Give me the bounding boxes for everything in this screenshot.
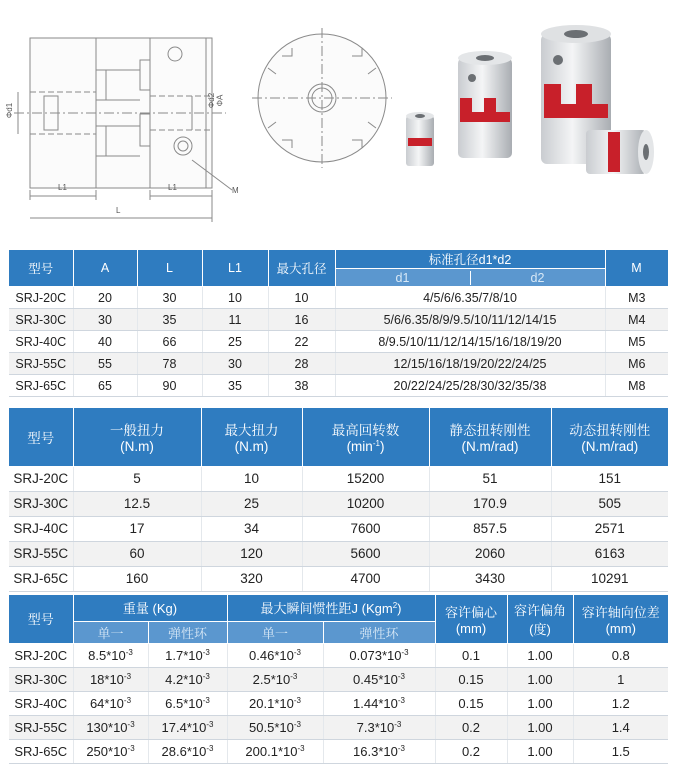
ecc-cell-value: 0.2: [461, 743, 481, 759]
weight-single-cell-value: 8.5*10: [88, 647, 126, 663]
col-l-header: L: [137, 250, 202, 287]
l1-cell: 35: [202, 375, 268, 397]
max-torque-cell: 320: [201, 566, 302, 591]
l-cell: 66: [137, 331, 202, 353]
inertia-single-cell-exponent: -3: [293, 719, 301, 729]
model-cell: [9, 643, 73, 667]
inertia-single-cell-value: 2.5*10: [252, 671, 291, 687]
axial-cell-value: 1: [617, 671, 625, 687]
weight-ring-cell-exponent: -3: [202, 695, 210, 705]
inertia-single-cell: [227, 691, 323, 715]
inertia-single-cell: [227, 643, 323, 667]
weight-ring-cell-exponent: -3: [206, 743, 214, 753]
weight-ring-cell-value: 28.6*10: [161, 743, 207, 759]
a-cell: 55: [73, 353, 137, 375]
inertia-ring-cell-value: 0.073*10: [349, 647, 402, 663]
col-d2-subheader: d2: [530, 270, 545, 285]
ecc-cell-value: 0.15: [458, 695, 484, 711]
inertia-header-label: 最大瞬间惯性距J (Kgm: [260, 601, 393, 617]
dynamic-header-label: 动态扭转刚性: [569, 423, 651, 439]
table-row: [9, 715, 668, 739]
inertia-ring-cell: [323, 715, 435, 739]
bores-cell: 12/15/16/18/19/20/22/24/25: [335, 353, 605, 375]
m-cell: M6: [605, 353, 668, 375]
weight-single-cell-exponent: -3: [123, 671, 132, 681]
dim-l1-left-label: L1: [58, 183, 67, 192]
table-row: [9, 643, 668, 667]
axial-header-unit: (mm): [605, 620, 636, 636]
ecc-cell: [435, 691, 507, 715]
inertia-table: [9, 595, 668, 764]
axial-cell: [573, 739, 668, 763]
model-cell-value: SRJ-40C: [14, 695, 68, 711]
col-angle-header: [507, 595, 573, 643]
table-row: [9, 287, 668, 309]
table-row: [9, 739, 668, 763]
max-bore-cell: 28: [268, 353, 335, 375]
table-row: [9, 667, 668, 691]
weight-single-cell: [73, 691, 148, 715]
col-static-header: [429, 408, 551, 466]
axial-cell: [573, 691, 668, 715]
weight-ring-cell: [148, 739, 227, 763]
axial-cell-value: 1.2: [611, 695, 630, 711]
axial-cell-value: 1.4: [611, 719, 630, 735]
model-cell: [9, 691, 73, 715]
inertia-single-cell-value: 0.46*10: [249, 647, 294, 663]
inertia-header-close: ): [397, 601, 402, 617]
model-cell: SRJ-55C: [9, 353, 73, 375]
dynamic-cell: 151: [551, 466, 668, 491]
inertia-ring-cell-value: 0.45*10: [353, 671, 398, 687]
model-cell-value: SRJ-30C: [14, 671, 68, 687]
weight-single-cell-exponent: -3: [125, 647, 133, 657]
model-cell-value: SRJ-65C: [14, 743, 68, 759]
weight-single-cell: [73, 643, 148, 667]
torque-header-unit: (N.m): [120, 439, 154, 455]
angle-header-unit: (度): [529, 621, 551, 637]
model-cell: SRJ-40C: [9, 516, 73, 541]
col-dynamic-header: [551, 408, 668, 466]
model-cell-value: SRJ-20C: [14, 647, 68, 663]
dim-a-label: ΦA: [215, 94, 225, 107]
angle-cell: [507, 667, 573, 691]
max-torque-cell: 25: [201, 491, 302, 516]
ecc-cell-value: 0.2: [461, 719, 481, 735]
l1-cell: 30: [202, 353, 268, 375]
col-max-bore-header: 最大孔径: [268, 250, 335, 287]
dynamic-cell: 10291: [551, 566, 668, 591]
table-row: [9, 516, 668, 541]
weight-single-cell-exponent: -3: [127, 719, 135, 729]
weight-ring-cell-exponent: -3: [206, 719, 214, 729]
col-inertia-header: [227, 595, 435, 621]
inertia-ring-cell: [323, 691, 435, 715]
side-view-drawing: [0, 0, 245, 240]
speed-unit-main: (min: [346, 439, 373, 455]
axial-cell: [573, 715, 668, 739]
l-cell: 35: [137, 309, 202, 331]
bores-cell: 8/9.5/10/11/12/14/15/16/18/19/20: [335, 331, 605, 353]
torque-header-label: 一般扭力: [110, 423, 164, 439]
speed-unit-exponent: -1: [372, 439, 380, 449]
dynamic-cell: 2571: [551, 516, 668, 541]
col-ecc-header: [435, 595, 507, 643]
col-torque-header: [73, 408, 201, 466]
l-cell: 30: [137, 287, 202, 309]
weight-ring-cell-value: 1.7*10: [165, 647, 203, 663]
model-cell-value: SRJ-55C: [14, 719, 68, 735]
inertia-single-cell-exponent: -3: [290, 671, 298, 681]
dynamic-header-unit: (N.m/rad): [581, 439, 639, 455]
weight-ring-subheader: 弹性环: [148, 621, 227, 643]
inertia-ring-cell-value: 1.44*10: [353, 695, 398, 711]
col-m-header: M: [605, 250, 668, 287]
model-cell: SRJ-20C: [9, 287, 73, 309]
model-cell: SRJ-20C: [9, 466, 73, 491]
max-bore-cell: 10: [268, 287, 335, 309]
table-row: [9, 331, 668, 353]
bores-cell: 4/5/6/6.35/7/8/10: [335, 287, 605, 309]
table-row: [9, 566, 668, 591]
weight-ring-cell-value: 4.2*10: [165, 671, 203, 687]
inertia-ring-cell-exponent: -3: [397, 695, 405, 705]
inertia-header-exponent: 2: [392, 601, 398, 611]
weight-ring-cell: [148, 667, 227, 691]
angle-cell-value: 1.00: [527, 695, 553, 711]
a-cell: 65: [73, 375, 137, 397]
inertia-single-cell: [227, 667, 323, 691]
angle-cell: [507, 715, 573, 739]
inertia-ring-cell-exponent: -3: [401, 647, 409, 657]
model-cell: SRJ-30C: [9, 491, 73, 516]
model-cell: [9, 667, 73, 691]
ecc-cell: [435, 667, 507, 691]
static-cell: 51: [429, 466, 551, 491]
inertia-ring-cell-exponent: -3: [397, 743, 405, 753]
table-row: [9, 541, 668, 566]
inertia-single-cell: [227, 715, 323, 739]
l1-cell: 25: [202, 331, 268, 353]
bores-cell: 20/22/24/25/28/30/32/35/38: [335, 375, 605, 397]
col-model-header: 型号: [9, 250, 73, 287]
table-row: [9, 375, 668, 397]
weight-single-cell-value: 18*10: [89, 671, 124, 687]
speed-header-label: 最高回转数: [331, 423, 400, 439]
col-d1-subheader: d1: [336, 271, 471, 285]
torque-cell: 60: [73, 541, 201, 566]
angle-cell-value: 1.00: [527, 671, 553, 687]
max-torque-header-label: 最大扭力: [224, 423, 279, 439]
ecc-header-label: 容许偏心: [444, 604, 497, 620]
table-row: [9, 309, 668, 331]
model-cell: SRJ-65C: [9, 375, 73, 397]
inertia-ring-cell-exponent: -3: [397, 671, 405, 681]
ecc-cell: [435, 739, 507, 763]
inertia-ring-cell-exponent: -3: [394, 719, 402, 729]
model-cell: [9, 715, 73, 739]
inertia-ring-cell-value: 16.3*10: [353, 743, 398, 759]
angle-cell-value: 1.00: [527, 719, 553, 735]
table-row: [9, 466, 668, 491]
model-cell: SRJ-65C: [9, 566, 73, 591]
l-cell: 78: [137, 353, 202, 375]
inertia-single-subheader: 单一: [227, 621, 323, 643]
dynamic-cell: 6163: [551, 541, 668, 566]
angle-cell-value: 1.00: [527, 647, 553, 663]
angle-cell: [507, 691, 573, 715]
weight-ring-cell: [148, 691, 227, 715]
axial-header-label: 容许轴向位差: [581, 604, 660, 620]
a-cell: 20: [73, 287, 137, 309]
ecc-cell: [435, 643, 507, 667]
inertia-ring-cell: [323, 739, 435, 763]
ecc-cell-value: 0.1: [461, 647, 481, 663]
speed-cell: 5600: [302, 541, 429, 566]
table-row: [9, 353, 668, 375]
weight-single-cell: [73, 739, 148, 763]
col-bore-group-header: 标准孔径d1*d2: [335, 250, 605, 269]
inertia-single-cell-exponent: -3: [293, 647, 301, 657]
product-photo: [396, 20, 671, 190]
weight-single-cell-value: 64*10: [89, 695, 124, 711]
max-bore-cell: 22: [268, 331, 335, 353]
speed-cell: 10200: [302, 491, 429, 516]
torque-cell: 12.5: [73, 491, 201, 516]
max-bore-cell: 38: [268, 375, 335, 397]
max-torque-cell: 34: [201, 516, 302, 541]
angle-header-label: 容许偏角: [513, 602, 566, 618]
weight-ring-cell-exponent: -3: [202, 671, 210, 681]
torque-cell: 5: [73, 466, 201, 491]
inertia-ring-subheader: 弹性环: [323, 621, 435, 643]
m-cell: M5: [605, 331, 668, 353]
weight-single-cell-exponent: -3: [123, 695, 132, 705]
inertia-ring-cell-value: 7.3*10: [356, 719, 395, 735]
static-header-label: 静态扭转刚性: [449, 423, 531, 439]
axial-cell-value: 0.8: [611, 647, 630, 663]
inertia-single-cell-exponent: -3: [297, 743, 305, 753]
dim-d1-label: Φd1: [5, 102, 15, 119]
model-cell: SRJ-55C: [9, 541, 73, 566]
dynamic-cell: 505: [551, 491, 668, 516]
col-model-header: 型号: [9, 408, 73, 466]
inertia-single-cell-exponent: -3: [293, 695, 301, 705]
l-cell: 90: [137, 375, 202, 397]
inertia-single-cell-value: 200.1*10: [245, 743, 298, 759]
front-view-drawing: [252, 28, 392, 168]
table-row: [9, 491, 668, 516]
static-cell: 2060: [429, 541, 551, 566]
a-cell: 40: [73, 331, 137, 353]
torque-cell: 17: [73, 516, 201, 541]
weight-single-subheader: 单一: [73, 621, 148, 643]
inertia-single-cell-value: 50.5*10: [249, 719, 294, 735]
speed-cell: 4700: [302, 566, 429, 591]
inertia-single-cell: [227, 739, 323, 763]
dim-m-label: M: [232, 186, 239, 195]
col-l1-header: L1: [202, 250, 268, 287]
m-cell: M8: [605, 375, 668, 397]
col-speed-header: [302, 408, 429, 466]
angle-cell-value: 1.00: [527, 743, 553, 759]
speed-header-unit: [303, 439, 429, 454]
col-max-torque-header: [201, 408, 302, 466]
speed-unit-close: ): [379, 439, 385, 455]
max-torque-header-unit: (N.m): [234, 439, 269, 455]
m-cell: M4: [605, 309, 668, 331]
dimensions-table: [9, 250, 669, 397]
model-cell: SRJ-30C: [9, 309, 73, 331]
static-header-unit: (N.m/rad): [461, 439, 519, 455]
dim-d2-label: Φd2: [207, 92, 217, 109]
max-bore-cell: 16: [268, 309, 335, 331]
inertia-ring-cell: [323, 643, 435, 667]
drawings-area: [0, 0, 676, 250]
weight-ring-cell-value: 6.5*10: [165, 695, 203, 711]
l1-cell: 11: [202, 309, 268, 331]
ecc-cell: [435, 715, 507, 739]
weight-ring-cell-value: 17.4*10: [161, 719, 207, 735]
weight-single-cell-value: 250*10: [86, 743, 128, 759]
col-weight-header: 重量 (Kg): [73, 595, 227, 621]
max-torque-cell: 10: [201, 466, 302, 491]
col-axial-header: [573, 595, 668, 643]
inertia-single-cell-value: 20.1*10: [249, 695, 294, 711]
torque-cell: 160: [73, 566, 201, 591]
static-cell: 857.5: [429, 516, 551, 541]
angle-cell: [507, 739, 573, 763]
model-cell: SRJ-40C: [9, 331, 73, 353]
weight-ring-cell-exponent: -3: [202, 647, 210, 657]
weight-ring-cell: [148, 643, 227, 667]
col-model-header: 型号: [9, 595, 73, 643]
col-a-header: A: [73, 250, 137, 287]
axial-cell: [573, 667, 668, 691]
axial-cell: [573, 643, 668, 667]
ecc-cell-value: 0.15: [458, 671, 484, 687]
bores-cell: 5/6/6.35/8/9/9.5/10/11/12/14/15: [335, 309, 605, 331]
a-cell: 30: [73, 309, 137, 331]
dim-l-label: L: [116, 206, 121, 215]
inertia-ring-cell: [323, 667, 435, 691]
torque-table: [9, 408, 668, 592]
m-cell: M3: [605, 287, 668, 309]
weight-single-cell-exponent: -3: [127, 743, 135, 753]
table-row: [9, 691, 668, 715]
dim-l1-right-label: L1: [168, 183, 177, 192]
static-cell: 3430: [429, 566, 551, 591]
max-torque-cell: 120: [201, 541, 302, 566]
ecc-header-unit: (mm): [455, 620, 487, 636]
axial-cell-value: 1.5: [611, 743, 630, 759]
weight-single-cell: [73, 715, 148, 739]
weight-single-cell-value: 130*10: [86, 719, 128, 735]
static-cell: 170.9: [429, 491, 551, 516]
model-cell: [9, 739, 73, 763]
speed-cell: 7600: [302, 516, 429, 541]
l1-cell: 10: [202, 287, 268, 309]
speed-cell: 15200: [302, 466, 429, 491]
weight-ring-cell: [148, 715, 227, 739]
angle-cell: [507, 643, 573, 667]
weight-single-cell: [73, 667, 148, 691]
